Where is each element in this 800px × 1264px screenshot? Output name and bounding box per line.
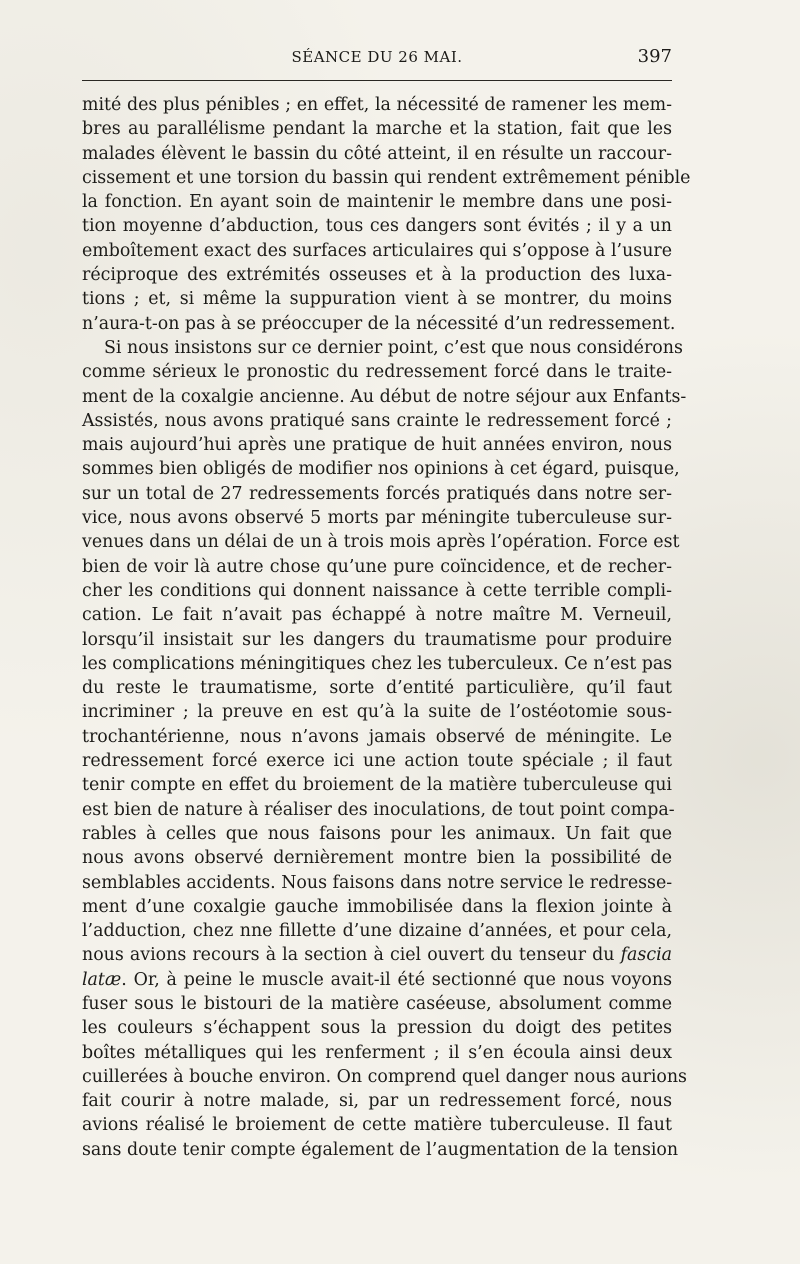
text-line: comme sérieux le pronostic du redressement forcé dans le traite- (82, 362, 672, 383)
latin-term: fascia (620, 945, 672, 966)
text-line: mité des plus pénibles ; en effet, la nécessité de ramener les mem- (82, 95, 672, 115)
text-line: avions réalisé le broiement de cette matière tuberculeuse. Il faut (82, 1115, 672, 1136)
text-line: du reste le traumatisme, sorte d’entité particulière, qu’il faut (82, 678, 672, 699)
text-line: cation. Le fait n’avait pas échappé à notre maître M. Verneuil, (82, 605, 672, 626)
header-rule (82, 80, 672, 81)
text-line: nous avons observé dernièrement montre bien la possibilité de (82, 848, 672, 869)
text-line: incriminer ; la preuve en est qu’à la suite de l’ostéotomie sous- (82, 702, 672, 723)
text-line: Assistés, nous avons pratiqué sans crainte le redressement forcé ; (82, 410, 672, 431)
text-line: l’adduction, chez nne fillette d’une dizaine d’années, et pour cela, (82, 921, 672, 942)
text-line: fuser sous le bistouri de la matière caséeuse, absolument comme (82, 993, 672, 1014)
page-number: 397 (637, 46, 672, 67)
text-line: emboîtement exact des surfaces articulaires qui s’oppose à l’usure (82, 240, 672, 261)
text-line: sommes bien obligés de modifier nos opinions à cet égard, puisque, (82, 459, 680, 480)
text-line: les couleurs s’échappent sous la pression du doigt des petites (82, 1018, 672, 1039)
text-line: bien de voir là autre chose qu’une pure coïncidence, et de recher- (82, 556, 672, 577)
text-line: boîtes métalliques qui les renferment ; il s’en écoula ainsi deux (82, 1042, 672, 1063)
running-header (82, 44, 672, 72)
text-line: tenir compte en effet du broiement de la matière tuberculeuse qui (82, 775, 672, 796)
text-line: cuillerées à bouche environ. On comprend quel danger nous aurions (82, 1066, 687, 1087)
text-line: lorsqu’il insistait sur les dangers du traumatisme pour produire (82, 629, 672, 650)
text-line: rables à celles que nous faisons pour les animaux. Un fait que (82, 823, 672, 844)
text-line: trochantérienne, nous n’avons jamais observé de méningite. Le (82, 726, 672, 747)
text-line: ment de la coxalgie ancienne. Au début de notre séjour aux Enfants- (82, 386, 687, 407)
text-line: tions ; et, si même la suppuration vient à se montrer, du moins (82, 289, 672, 310)
text-line: n’aura-t-on pas à se préoccuper de la nécessité d’un redressement. (82, 313, 676, 334)
text-line: la fonction. En ayant soin de maintenir le membre dans une posi- (82, 192, 672, 213)
paragraph-start-line: Si nous insistons sur ce dernier point, c’est que nous considérons (104, 337, 683, 358)
running-title: SÉANCE DU 26 MAI. (291, 48, 463, 66)
text-line: sur un total de 27 redressements forcés pratiqués dans notre ser- (82, 483, 672, 504)
text-line: les complications méningitiques chez les tuberculeux. Ce n’est pas (82, 653, 673, 674)
text-line: bres au parallélisme pendant la marche et la station, fait que les (82, 119, 672, 140)
text-line: mais aujourd’hui après une pratique de huit années environ, nous (82, 435, 672, 456)
text-line: tion moyenne d’abduction, tous ces dangers sont évités ; il y a un (82, 216, 672, 237)
text-line: venues dans un délai de un à trois mois après l’opération. Force est (82, 532, 680, 553)
text-line: sans doute tenir compte également de l’augmentation de la tension (82, 1139, 679, 1160)
text-line: redressement forcé exerce ici une action toute spéciale ; il faut (82, 751, 672, 772)
text-line: réciproque des extrémités osseuses et à la production des luxa- (82, 265, 672, 286)
text-line: est bien de nature à réaliser des inoculations, de tout point compa- (82, 799, 675, 820)
body-text (82, 93, 691, 1162)
text-line: vice, nous avons observé 5 morts par méningite tuberculeuse sur- (82, 508, 672, 529)
text-line: cher les conditions qui donnent naissance à cette terrible compli- (82, 580, 672, 601)
latin-term: latæ (82, 969, 122, 990)
text-line: ment d’une coxalgie gauche immobilisée dans la flexion jointe à (82, 896, 672, 917)
text-line: cissement et une torsion du bassin qui rendent extrêmement pénible (82, 167, 691, 188)
text-line: nous avions recours à la section à ciel ouvert du tenseur du fascia (82, 945, 672, 966)
text-line: malades élèvent le bassin du côté atteint, il en résulte un raccour- (82, 143, 672, 164)
text-line: semblables accidents. Nous faisons dans notre service le redresse- (82, 872, 673, 893)
text-line: fait courir à notre malade, si, par un redressement forcé, nous (82, 1091, 672, 1112)
text-line: latæ. Or, à peine le muscle avait-il été sectionné que nous voyons (82, 969, 672, 990)
